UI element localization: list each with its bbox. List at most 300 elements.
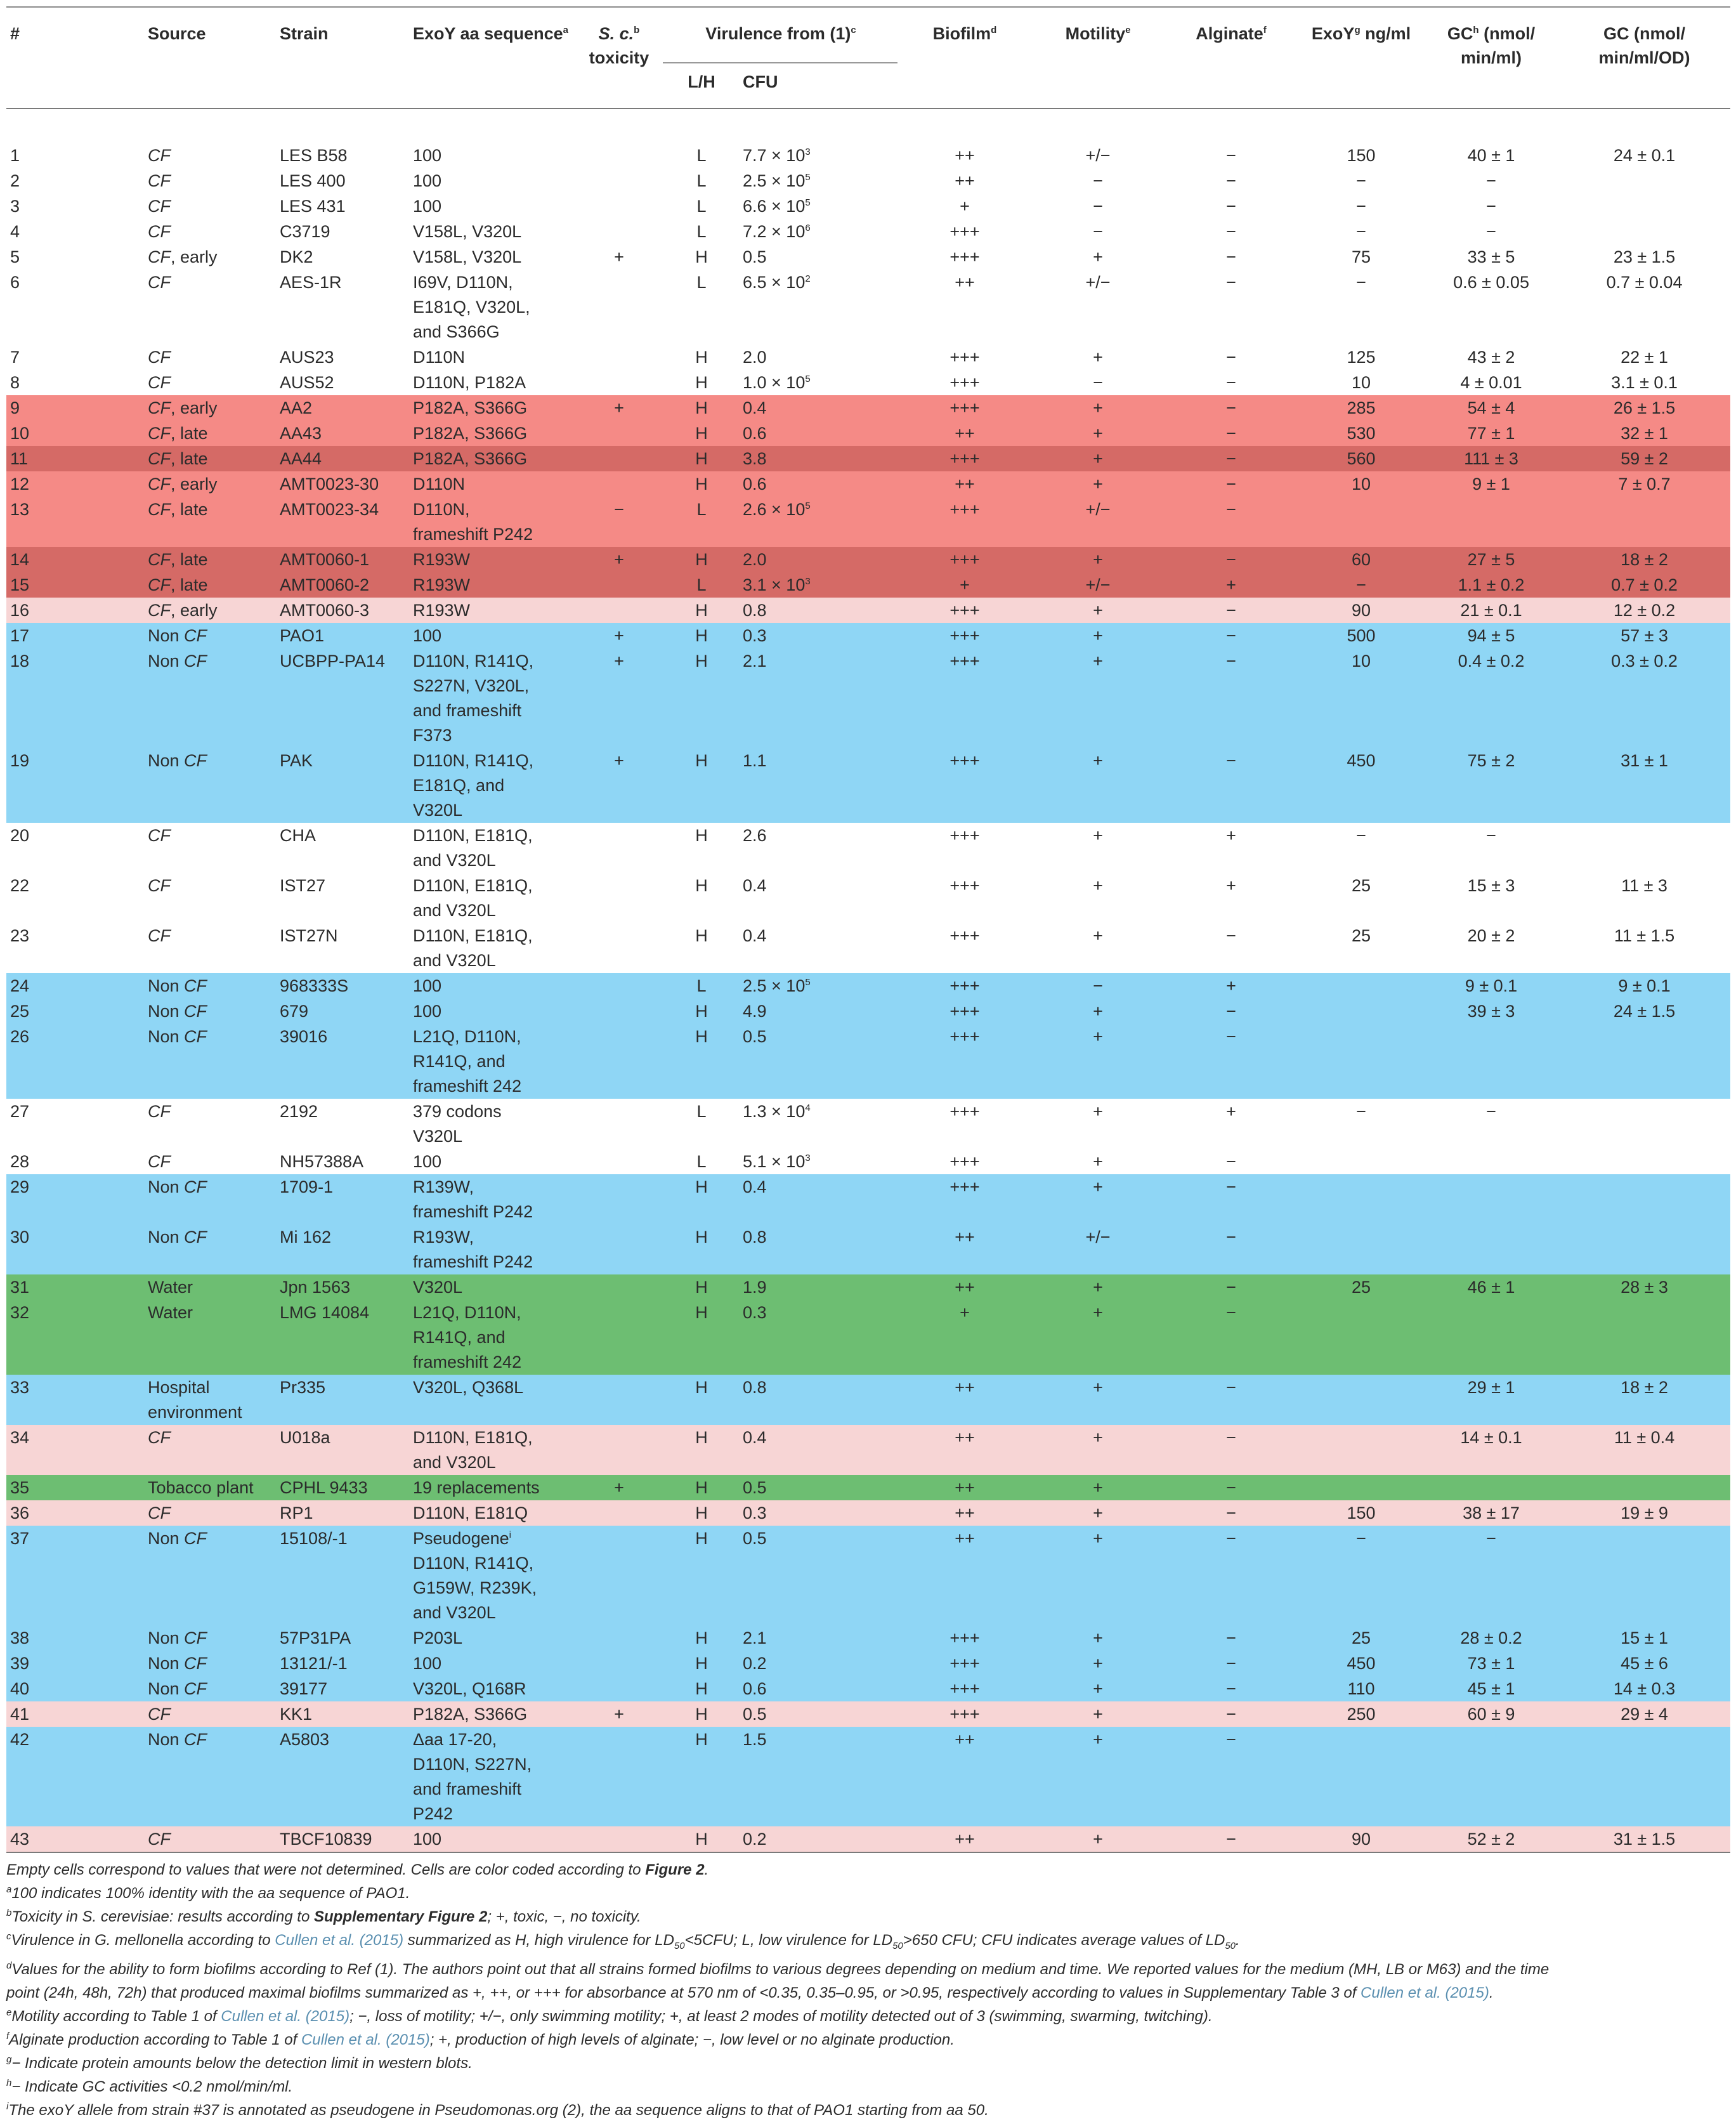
motility-cell: + [1031, 471, 1164, 497]
table-row [6, 497, 1730, 547]
source-cell: Hospital environment [144, 1375, 276, 1425]
gc-cell: 1.1 ± 0.2 [1424, 572, 1557, 598]
row-num: 19 [6, 748, 144, 823]
virulence-lh-cell: H [663, 547, 739, 572]
source-cell: CF [144, 823, 276, 873]
virulence-lh-cell: H [663, 1224, 739, 1274]
row-num: 6 [6, 270, 144, 344]
virulence-lh-cell: H [663, 1174, 739, 1224]
row-num: 33 [6, 1375, 144, 1425]
virulence-cfu-cell: $5.1 \times 10^3$ [739, 1149, 897, 1174]
toxicity-cell [574, 1826, 663, 1852]
table-row [6, 973, 1730, 999]
gc-od-cell: 59 ± 2 [1557, 446, 1730, 471]
toxicity-cell [574, 446, 663, 471]
exoy-ng-cell: 450 [1297, 748, 1424, 823]
exoy-sequence-cell: D110N, P182A [409, 370, 574, 395]
exoy-ng-cell [1297, 973, 1424, 999]
exoy-ng-cell: 500 [1297, 623, 1424, 648]
gc-od-cell [1557, 1024, 1730, 1099]
strain-cell: AMT0023-34 [276, 497, 409, 547]
virulence-cfu-cell: 0.5 [739, 1701, 897, 1727]
gc-cell: 46 ± 1 [1424, 1274, 1557, 1300]
gc-od-cell: 0.3 ± 0.2 [1557, 648, 1730, 748]
gc-cell: 9 ± 0.1 [1424, 973, 1557, 999]
source-cell: Non CF [144, 973, 276, 999]
row-num: 30 [6, 1224, 144, 1274]
biofilm-cell: ++ [897, 471, 1031, 497]
source-cell: Non CF [144, 1727, 276, 1826]
virulence-lh-cell: H [663, 471, 739, 497]
row-num: 16 [6, 598, 144, 623]
virulence-cfu-cell: 2.6 [739, 823, 897, 873]
motility-cell: + [1031, 1425, 1164, 1475]
gc-od-cell: 24 ± 0.1 [1557, 108, 1730, 168]
virulence-lh-cell: H [663, 1651, 739, 1676]
biofilm-cell: ++ [897, 1425, 1031, 1475]
gc-od-cell: 18 ± 2 [1557, 1375, 1730, 1425]
alginate-cell: − [1164, 1149, 1297, 1174]
exoy-ng-cell: − [1297, 823, 1424, 873]
biofilm-cell: +++ [897, 623, 1031, 648]
gc-cell [1424, 1024, 1557, 1099]
alginate-cell: − [1164, 1676, 1297, 1701]
exoy-ng-cell [1297, 1224, 1424, 1274]
gc-od-cell: 0.7 ± 0.2 [1557, 572, 1730, 598]
row-num: 42 [6, 1727, 144, 1826]
row-num: 17 [6, 623, 144, 648]
gc-od-cell [1557, 1475, 1730, 1500]
exoy-ng-cell: 110 [1297, 1676, 1424, 1701]
alginate-cell: − [1164, 219, 1297, 244]
row-num: 26 [6, 1024, 144, 1099]
toxicity-cell: + [574, 1475, 663, 1500]
virulence-cfu-cell: $7.2 \times 10^6$ [739, 219, 897, 244]
virulence-cfu-cell: $6.6 \times 10^5$ [739, 193, 897, 219]
exoy-ng-cell: − [1297, 193, 1424, 219]
biofilm-cell: +++ [897, 598, 1031, 623]
strain-cell: LMG 14084 [276, 1300, 409, 1375]
motility-cell: + [1031, 823, 1164, 873]
virulence-cfu-cell: 0.3 [739, 1500, 897, 1526]
source-cell: CF [144, 270, 276, 344]
row-num: 10 [6, 421, 144, 446]
gc-od-cell [1557, 1526, 1730, 1625]
motility-cell: + [1031, 1526, 1164, 1625]
exoy-sequence-cell: D110N, R141Q, E181Q, and V320L [409, 748, 574, 823]
strain-cell: 2192 [276, 1099, 409, 1149]
strain-cell: AMT0060-1 [276, 547, 409, 572]
row-num: 28 [6, 1149, 144, 1174]
toxicity-cell [574, 999, 663, 1024]
biofilm-cell: +++ [897, 370, 1031, 395]
virulence-cfu-cell: 0.4 [739, 923, 897, 973]
strain-cell: 57P31PA [276, 1625, 409, 1651]
toxicity-cell: + [574, 547, 663, 572]
footnote-b: $^b$Toxicity in S. cerevisiae: results according to Supplementary Figure 2; +, toxic, −, no toxicity. [6, 1908, 641, 1925]
virulence-cfu-cell: 1.5 [739, 1727, 897, 1826]
motility-cell: + [1031, 598, 1164, 623]
toxicity-cell [574, 370, 663, 395]
gc-cell: − [1424, 193, 1557, 219]
virulence-cfu-cell: 0.4 [739, 395, 897, 421]
biofilm-cell: +++ [897, 999, 1031, 1024]
gc-cell: − [1424, 1526, 1557, 1625]
row-num: 40 [6, 1676, 144, 1701]
gc-cell [1424, 497, 1557, 547]
exoy-ng-cell: 10 [1297, 370, 1424, 395]
source-cell: CF [144, 923, 276, 973]
table-row [6, 1024, 1730, 1099]
strain-cell: PAK [276, 748, 409, 823]
gc-od-cell: 32 ± 1 [1557, 421, 1730, 446]
virulence-lh-cell: H [663, 370, 739, 395]
table-row [6, 999, 1730, 1024]
exoy-sequence-cell: D110N, E181Q, and V320L [409, 823, 574, 873]
footnote-i: $^i$The exoY allele from strain #37 is annotated as pseudogene in Pseudomonas.org (2), the aa sequence aligns to that of PAO1 starting from aa 50. [6, 2100, 989, 2119]
exoy-sequence-cell: P182A, S366G [409, 395, 574, 421]
strain-cell: CHA [276, 823, 409, 873]
biofilm-cell: + [897, 1300, 1031, 1375]
biofilm-cell: +++ [897, 497, 1031, 547]
toxicity-cell [574, 471, 663, 497]
row-num: 20 [6, 823, 144, 873]
table-row [6, 1475, 1730, 1500]
exoy-sequence-cell: D110N, E181Q, and V320L [409, 1425, 574, 1475]
exoy-ng-cell: 10 [1297, 471, 1424, 497]
virulence-lh-cell: H [663, 1475, 739, 1500]
exoy-sequence-cell: V320L, Q368L [409, 1375, 574, 1425]
source-cell: CF [144, 1099, 276, 1149]
motility-cell: + [1031, 421, 1164, 446]
source-cell: Non CF [144, 1224, 276, 1274]
gc-cell: 33 ± 5 [1424, 244, 1557, 270]
virulence-cfu-cell: 0.5 [739, 1526, 897, 1625]
table-row [6, 1651, 1730, 1676]
strain-cell: IST27N [276, 923, 409, 973]
virulence-cfu-cell: 1.1 [739, 748, 897, 823]
table-container [6, 6, 1730, 1853]
virulence-lh-cell: H [663, 1727, 739, 1826]
toxicity-cell [574, 219, 663, 244]
source-cell: CF [144, 1826, 276, 1852]
strain-cell: C3719 [276, 219, 409, 244]
header-cfu: CFU [739, 63, 897, 108]
exoy-ng-cell: 10 [1297, 648, 1424, 748]
source-cell: CF, late [144, 497, 276, 547]
gc-od-cell: 18 ± 2 [1557, 547, 1730, 572]
exoy-ng-cell: 90 [1297, 1826, 1424, 1852]
motility-cell: + [1031, 748, 1164, 823]
virulence-lh-cell: H [663, 395, 739, 421]
alginate-cell: + [1164, 1099, 1297, 1149]
motility-cell: +/− [1031, 572, 1164, 598]
virulence-lh-cell: H [663, 1375, 739, 1425]
gc-od-cell [1557, 1300, 1730, 1375]
virulence-cfu-cell: 0.6 [739, 421, 897, 446]
motility-cell: + [1031, 1375, 1164, 1425]
virulence-cfu-cell: $2.5 \times 10^5$ [739, 168, 897, 193]
virulence-cfu-cell: 3.8 [739, 446, 897, 471]
table-row [6, 748, 1730, 823]
motility-cell: + [1031, 1300, 1164, 1375]
header-alginate: Alginate$^f$ [1164, 7, 1297, 108]
table-row [6, 1149, 1730, 1174]
biofilm-cell: +++ [897, 923, 1031, 973]
source-cell: CF [144, 344, 276, 370]
strain-cell: AUS23 [276, 344, 409, 370]
exoy-ng-cell: 530 [1297, 421, 1424, 446]
alginate-cell: − [1164, 1274, 1297, 1300]
motility-cell: + [1031, 623, 1164, 648]
source-cell: Non CF [144, 1526, 276, 1625]
row-num: 27 [6, 1099, 144, 1149]
table-row [6, 1625, 1730, 1651]
alginate-cell: + [1164, 873, 1297, 923]
gc-cell: 38 ± 17 [1424, 1500, 1557, 1526]
source-cell: CF [144, 219, 276, 244]
gc-cell: 9 ± 1 [1424, 471, 1557, 497]
gc-od-cell: 11 ± 1.5 [1557, 923, 1730, 973]
citation-link[interactable]: Cullen et al. (2015) [1361, 1984, 1489, 2001]
alginate-cell: − [1164, 1500, 1297, 1526]
footnote-f: $^f$Alginate production according to Table 1 of Cullen et al. (2015); +, production of high levels of alginate; −, low level or no alginate production. [6, 2030, 955, 2048]
table-row [6, 1425, 1730, 1475]
source-cell: CF, early [144, 598, 276, 623]
exoy-sequence-cell: R193W [409, 547, 574, 572]
footnote-d-cont: point (24h, 48h, 72h) that produced maximal biofilms summarized as +, ++, or +++ for absorbance at 570 nm of <0.35, 0.35–0.95, or >0.95, respectively according to values in Supplementary Table 3 of Cullen et al. (2015). [6, 1984, 1494, 2001]
exoy-ng-cell [1297, 497, 1424, 547]
gc-od-cell: 26 ± 1.5 [1557, 395, 1730, 421]
virulence-lh-cell: H [663, 1274, 739, 1300]
motility-cell: + [1031, 1174, 1164, 1224]
gc-od-cell: 0.7 ± 0.04 [1557, 270, 1730, 344]
alginate-cell: − [1164, 168, 1297, 193]
source-cell: Non CF [144, 1174, 276, 1224]
table-row [6, 598, 1730, 623]
source-cell: Non CF [144, 1024, 276, 1099]
gc-cell: 60 ± 9 [1424, 1701, 1557, 1727]
gc-od-cell [1557, 1174, 1730, 1224]
exoy-ng-cell [1297, 1375, 1424, 1425]
footnote-a: $^a$100 indicates 100% identity with the aa sequence of PAO1. [6, 1884, 410, 1902]
alginate-cell: − [1164, 1375, 1297, 1425]
biofilm-cell: +++ [897, 873, 1031, 923]
table-row [6, 1701, 1730, 1727]
motility-cell: + [1031, 446, 1164, 471]
gc-cell: − [1424, 219, 1557, 244]
header-source: Source [144, 7, 276, 108]
exoy-sequence-cell: D110N, E181Q, and V320L [409, 923, 574, 973]
alginate-cell: + [1164, 572, 1297, 598]
row-num: 8 [6, 370, 144, 395]
gc-cell: 39 ± 3 [1424, 999, 1557, 1024]
table-row [6, 823, 1730, 873]
motility-cell: +/− [1031, 497, 1164, 547]
virulence-cfu-cell: 0.4 [739, 1425, 897, 1475]
row-num: 7 [6, 344, 144, 370]
row-num: 12 [6, 471, 144, 497]
exoy-sequence-cell: L21Q, D110N, R141Q, and frameshift 242 [409, 1024, 574, 1099]
table-row [6, 344, 1730, 370]
table-row [6, 648, 1730, 748]
virulence-lh-cell: H [663, 923, 739, 973]
gc-od-cell: 45 ± 6 [1557, 1651, 1730, 1676]
gc-cell [1424, 1727, 1557, 1826]
gc-cell: 43 ± 2 [1424, 344, 1557, 370]
exoy-sequence-cell: 100 [409, 193, 574, 219]
citation-link[interactable]: Cullen et al. (2015) [275, 1932, 404, 1949]
strain-cell: AUS52 [276, 370, 409, 395]
alginate-cell: − [1164, 1300, 1297, 1375]
virulence-lh-cell: H [663, 748, 739, 823]
gc-cell: 75 ± 2 [1424, 748, 1557, 823]
gc-cell [1424, 1149, 1557, 1174]
row-num: 3 [6, 193, 144, 219]
gc-od-cell [1557, 1149, 1730, 1174]
source-cell: Non CF [144, 648, 276, 748]
citation-link[interactable]: Cullen et al. (2015) [301, 2031, 430, 2048]
alginate-cell: − [1164, 547, 1297, 572]
biofilm-cell: +++ [897, 446, 1031, 471]
gc-od-cell: 14 ± 0.3 [1557, 1676, 1730, 1701]
footnote-d: $^d$Values for the ability to form biofilms according to Ref (1). The authors point out that all strains formed biofilms to various degrees depending on medium and time. We reported values for the medium (MH, LB or M63) and the time [6, 1960, 1550, 1978]
exoy-ng-cell [1297, 999, 1424, 1024]
header-lh: L/H [663, 63, 739, 108]
virulence-cfu-cell: 2.1 [739, 648, 897, 748]
virulence-cfu-cell: 0.5 [739, 244, 897, 270]
biofilm-cell: +++ [897, 1676, 1031, 1701]
exoy-ng-cell: 560 [1297, 446, 1424, 471]
alginate-cell: − [1164, 1174, 1297, 1224]
motility-cell: − [1031, 168, 1164, 193]
virulence-lh-cell: L [663, 108, 739, 168]
table-row [6, 1375, 1730, 1425]
row-num: 2 [6, 168, 144, 193]
footnote-empty-cells: Empty cells correspond to values that were not determined. Cells are color coded according to Figure 2. [6, 1861, 709, 1878]
alginate-cell: − [1164, 999, 1297, 1024]
motility-cell: + [1031, 1274, 1164, 1300]
table-row [6, 1727, 1730, 1826]
row-num: 29 [6, 1174, 144, 1224]
exoy-sequence-cell: V158L, V320L [409, 244, 574, 270]
alginate-cell: − [1164, 748, 1297, 823]
header-sc-toxicity: S. c.$^b$ toxicity [574, 7, 663, 108]
virulence-lh-cell: H [663, 1300, 739, 1375]
exoy-sequence-cell: D110N, E181Q [409, 1500, 574, 1526]
motility-cell: + [1031, 1701, 1164, 1727]
toxicity-cell [574, 572, 663, 598]
toxicity-cell [574, 1676, 663, 1701]
strain-cell: Jpn 1563 [276, 1274, 409, 1300]
biofilm-cell: ++ [897, 1727, 1031, 1826]
alginate-cell: − [1164, 497, 1297, 547]
toxicity-cell [574, 1274, 663, 1300]
toxicity-cell: + [574, 244, 663, 270]
exoy-sequence-cell: 100 [409, 1826, 574, 1852]
strain-cell: A5803 [276, 1727, 409, 1826]
alginate-cell: − [1164, 370, 1297, 395]
exoy-ng-cell [1297, 1425, 1424, 1475]
row-num: 38 [6, 1625, 144, 1651]
virulence-lh-cell: L [663, 1099, 739, 1149]
table-row [6, 370, 1730, 395]
motility-cell: − [1031, 973, 1164, 999]
biofilm-cell: ++ [897, 1274, 1031, 1300]
toxicity-cell [574, 1625, 663, 1651]
gc-cell [1424, 1224, 1557, 1274]
virulence-lh-cell: H [663, 1024, 739, 1099]
alginate-cell: − [1164, 648, 1297, 748]
source-cell: Non CF [144, 999, 276, 1024]
row-num: 22 [6, 873, 144, 923]
table-row [6, 193, 1730, 219]
motility-cell: + [1031, 344, 1164, 370]
toxicity-cell [574, 1375, 663, 1425]
exoy-ng-cell: 150 [1297, 108, 1424, 168]
exoy-ng-cell: 450 [1297, 1651, 1424, 1676]
exoy-ng-cell: 25 [1297, 923, 1424, 973]
row-num: 39 [6, 1651, 144, 1676]
strain-cell: NH57388A [276, 1149, 409, 1174]
row-num: 14 [6, 547, 144, 572]
exoy-ng-cell [1297, 1174, 1424, 1224]
table-row [6, 168, 1730, 193]
virulence-lh-cell: H [663, 623, 739, 648]
footnote-c: $^c$Virulence in G. mellonella according to Cullen et al. (2015) summarized as H, high virulence for $LD_{50}<5CFU$; L, low virulence for $LD_{50}>650$ CFU; CFU indicates average values of $LD_{50}$. [6, 1931, 1240, 1951]
virulence-cfu-cell: $2.6 \times 10^5$ [739, 497, 897, 547]
gc-od-cell [1557, 1727, 1730, 1826]
row-num: 41 [6, 1701, 144, 1727]
alginate-cell: − [1164, 344, 1297, 370]
citation-link[interactable]: Cullen et al. (2015) [221, 2007, 350, 2025]
toxicity-cell: + [574, 648, 663, 748]
motility-cell: + [1031, 547, 1164, 572]
strain-cell: AA2 [276, 395, 409, 421]
biofilm-cell: +++ [897, 973, 1031, 999]
footnote-e: $^e$Motility according to Table 1 of Cullen et al. (2015); −, loss of motility; +/−, only swimming motility; +, at least 2 modes of motility detected out of 3 (swimming, swarming, twitching). [6, 2007, 1213, 2025]
alginate-cell: − [1164, 1425, 1297, 1475]
exoy-sequence-cell: P182A, S366G [409, 446, 574, 471]
source-cell: CF [144, 1701, 276, 1727]
table-header [6, 7, 1730, 108]
biofilm-cell: +++ [897, 244, 1031, 270]
row-num: 32 [6, 1300, 144, 1375]
motility-cell: + [1031, 873, 1164, 923]
header-gc-od: GC (nmol/ min/ml/OD) [1557, 7, 1730, 108]
alginate-cell: − [1164, 598, 1297, 623]
strain-cell: TBCF10839 [276, 1826, 409, 1852]
table-row [6, 244, 1730, 270]
virulence-cfu-cell: 4.9 [739, 999, 897, 1024]
exoy-ng-cell: 125 [1297, 344, 1424, 370]
toxicity-cell [574, 1300, 663, 1375]
gc-od-cell: 31 ± 1.5 [1557, 1826, 1730, 1852]
virulence-lh-cell: L [663, 219, 739, 244]
virulence-cfu-cell: 0.8 [739, 598, 897, 623]
motility-cell: + [1031, 1099, 1164, 1149]
biofilm-cell: + [897, 193, 1031, 219]
source-cell: CF [144, 168, 276, 193]
alginate-cell: + [1164, 973, 1297, 999]
virulence-lh-cell: H [663, 873, 739, 923]
virulence-lh-cell: L [663, 168, 739, 193]
exoy-ng-cell: 250 [1297, 1701, 1424, 1727]
source-cell: Water [144, 1274, 276, 1300]
table-row [6, 108, 1730, 168]
exoy-ng-cell: 25 [1297, 1625, 1424, 1651]
header-virulence: Virulence from $(1)^c$ [663, 7, 897, 63]
